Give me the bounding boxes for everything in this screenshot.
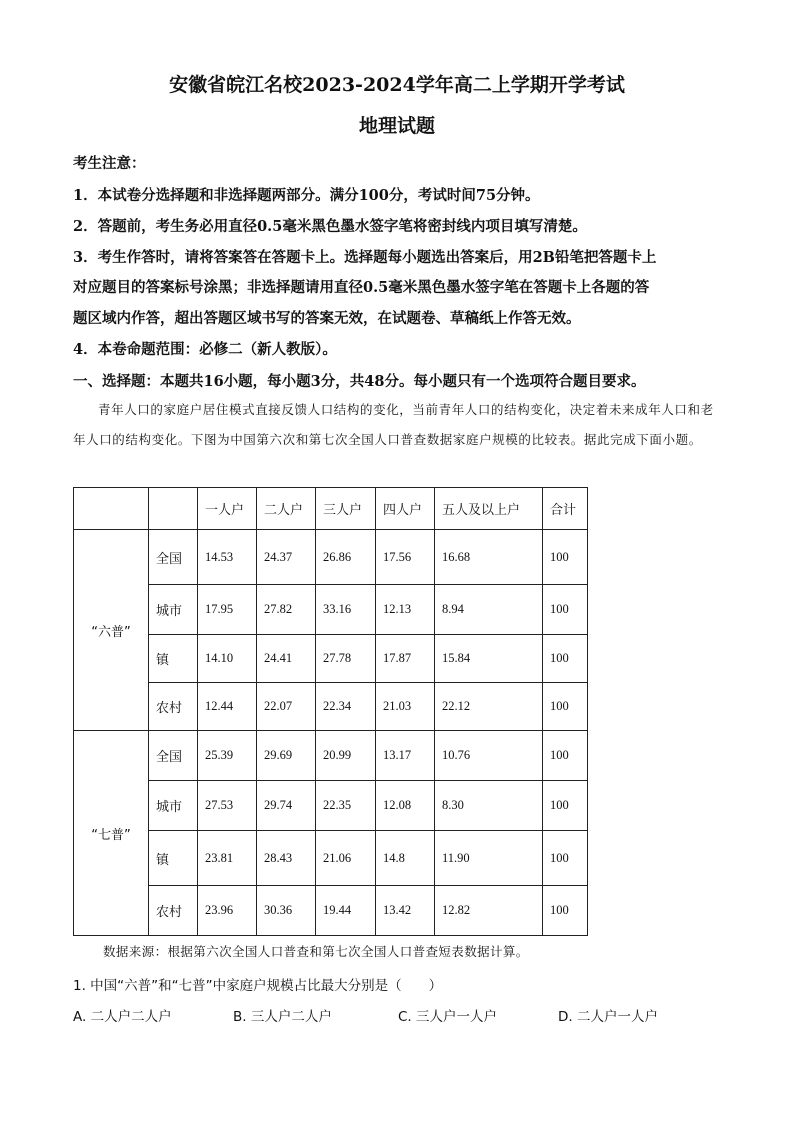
table-cell: 16.68 [435,530,543,585]
column-header: 四人户 [376,488,435,530]
region-label: 镇 [149,635,198,683]
table-cell: 22.34 [316,683,376,731]
region-label: 农村 [149,683,198,731]
notice-item-3-line-1: 3．考生作答时，请将答案答在答题卡上。选择题每小题选出答案后，用2B铅笔把答题卡上 [73,249,657,266]
table-cell: 14.8 [376,831,435,886]
table-cell: 100 [543,781,588,831]
table-cell: 29.69 [257,731,316,781]
table-corner-cell [149,488,198,530]
question-1-option-c[interactable]: C. 三人户一人户 [398,1009,498,1025]
table-cell: 33.16 [316,585,376,635]
table-cell: 21.06 [316,831,376,886]
table-cell: 27.78 [316,635,376,683]
table-cell: 12.08 [376,781,435,831]
table-corner-cell [74,488,149,530]
table-row [74,831,588,886]
table-cell: 100 [543,731,588,781]
table-cell: 100 [543,530,588,585]
question-intro-paragraph: 青年人口的家庭户居住模式直接反馈人口结构的变化，当前青年人口的结构变化，决定着未来成年人口和老年人口的结构变化。下图为中国第六次和第七次全国人口普查数据家庭户规模的比较表。据此完成下面小题。 [73,402,714,447]
table-cell: 23.96 [198,886,257,936]
region-label: 农村 [149,886,198,936]
table-cell: 8.30 [435,781,543,831]
table-cell: 14.53 [198,530,257,585]
table-cell: 100 [543,585,588,635]
table-cell: 22.07 [257,683,316,731]
region-label: 全国 [149,530,198,585]
table-row [74,781,588,831]
question-1-option-a[interactable]: A. 二人户二人户 [73,1009,172,1025]
table-row [74,731,588,781]
table-cell: 8.94 [435,585,543,635]
question-1-stem: 1. 中国“六普”和“七普”中家庭户规模占比最大分别是（ ） [73,978,443,994]
table-cell: 11.90 [435,831,543,886]
notice-heading: 考生注意： [73,155,146,172]
notice-item-4: 4．本卷命题范围：必修二（新人教版）。 [73,341,337,358]
table-cell: 25.39 [198,731,257,781]
column-header: 合计 [543,488,588,530]
table-cell: 100 [543,831,588,886]
table-cell: 13.42 [376,886,435,936]
table-cell: 14.10 [198,635,257,683]
table-cell: 24.37 [257,530,316,585]
table-cell: 17.95 [198,585,257,635]
table-row [74,585,588,635]
table-cell: 100 [543,635,588,683]
notice-item-2: 2．答题前，考生务必用直径0.5毫米黑色墨水签字笔将密封线内项目填写清楚。 [73,218,587,235]
census-group-label: “六普” [74,530,149,731]
table-row [74,530,588,585]
table-cell: 22.12 [435,683,543,731]
table-cell: 100 [543,886,588,936]
table-header-row [74,488,588,530]
table-cell: 100 [543,683,588,731]
table-cell: 10.76 [435,731,543,781]
column-header: 五人及以上户 [435,488,543,530]
region-label: 城市 [149,585,198,635]
page-subtitle: 地理试题 [358,115,435,137]
table-source-note: 数据来源：根据第六次全国人口普查和第七次全国人口普查短表数据计算。 [103,944,529,959]
table-cell: 12.44 [198,683,257,731]
notice-item-1: 1．本试卷分选择题和非选择题两部分。满分100分，考试时间75分钟。 [73,187,540,204]
notice-item-3-line-3: 题区域内作答，超出答题区域书写的答案无效，在试题卷、草稿纸上作答无效。 [73,310,581,327]
table-cell: 19.44 [316,886,376,936]
table-cell: 12.13 [376,585,435,635]
table-cell: 26.86 [316,530,376,585]
table-cell: 27.82 [257,585,316,635]
table-cell: 22.35 [316,781,376,831]
table-cell: 17.87 [376,635,435,683]
notice-item-3-line-2: 对应题目的答案标号涂黑；非选择题请用直径0.5毫米黑色墨水签字笔在答题卡上各题的答 [73,279,650,296]
table-cell: 24.41 [257,635,316,683]
question-1-option-d[interactable]: D. 二人户一人户 [558,1009,658,1025]
table-cell: 21.03 [376,683,435,731]
column-header: 三人户 [316,488,376,530]
section-heading: 一、选择题：本题共16小题，每小题3分，共48分。每小题只有一个选项符合题目要求。 [73,373,646,390]
table-cell: 12.82 [435,886,543,936]
table-cell: 29.74 [257,781,316,831]
table-cell: 13.17 [376,731,435,781]
table-cell: 20.99 [316,731,376,781]
table-row [74,886,588,936]
table-cell: 28.43 [257,831,316,886]
table-cell: 23.81 [198,831,257,886]
table-row [74,635,588,683]
column-header: 一人户 [198,488,257,530]
household-size-table [73,487,588,936]
census-group-label: “七普” [74,731,149,936]
page-title: 安徽省皖江名校2023-2024学年高二上学期开学考试 [169,74,625,96]
region-label: 全国 [149,731,198,781]
question-1-option-b[interactable]: B. 三人户二人户 [233,1009,332,1025]
table-cell: 30.36 [257,886,316,936]
table-cell: 17.56 [376,530,435,585]
table-cell: 27.53 [198,781,257,831]
table-cell: 15.84 [435,635,543,683]
column-header: 二人户 [257,488,316,530]
region-label: 镇 [149,831,198,886]
table-row [74,683,588,731]
region-label: 城市 [149,781,198,831]
